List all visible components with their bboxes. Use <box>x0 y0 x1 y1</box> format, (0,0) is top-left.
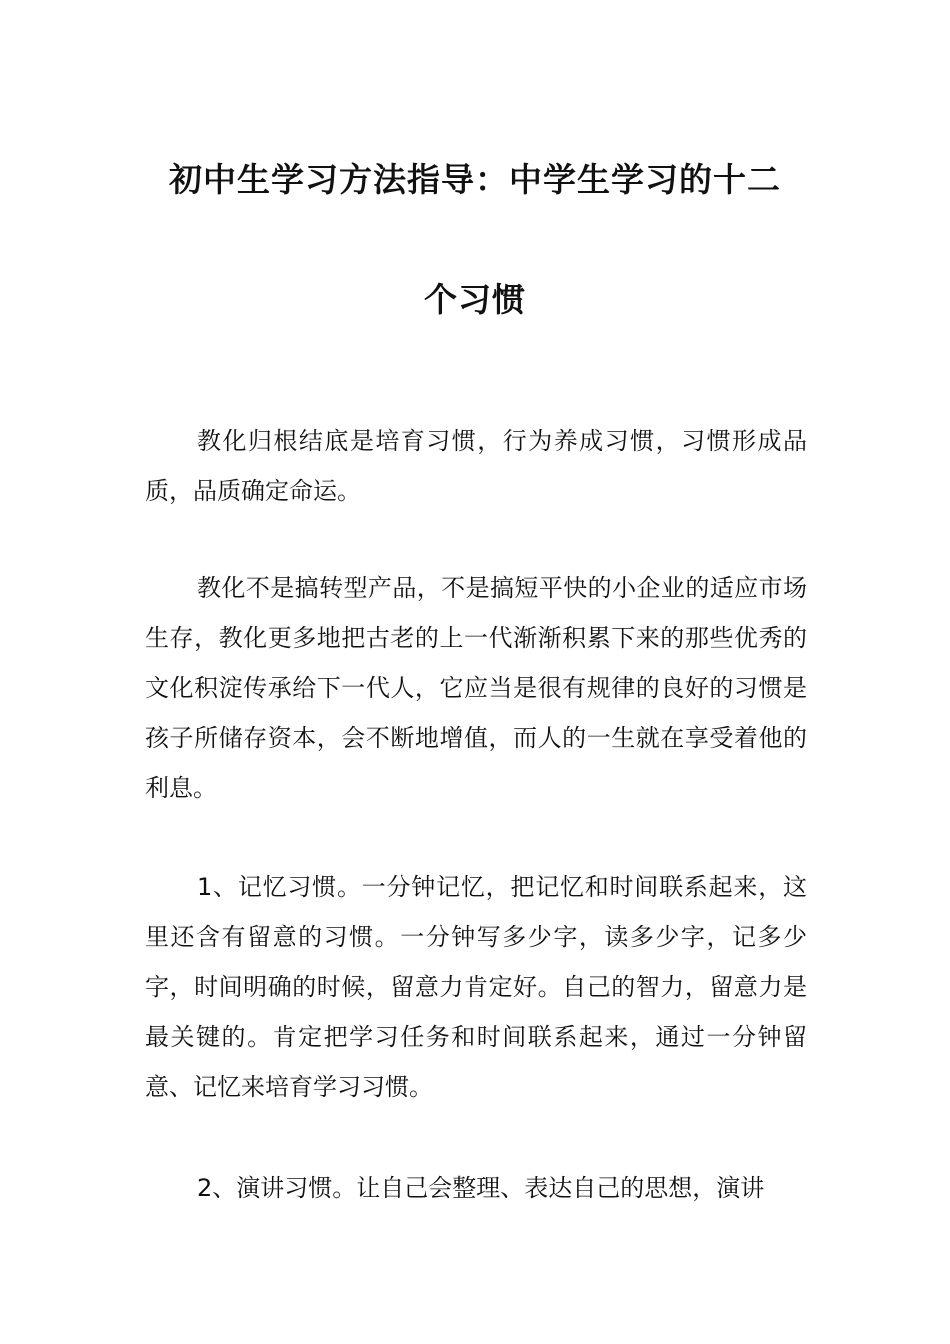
paragraph-education: 教化不是搞转型产品，不是搞短平快的小企业的适应市场生存，教化更多地把古老的上一代渐渐积累下来的那些优秀的文化积淀传承给下一代人，它应当是很有规律的良好的习惯是孩子所储存资本，会不断地增值，而人的一生就在享受着他的利息。 <box>145 574 807 802</box>
paragraph-habit-memory: 1、记忆习惯。一分钟记忆，把记忆和时间联系起来，这里还含有留意的习惯。一分钟写多少字，读多少字，记多少字，时间明确的时候，留意力肯定好。自己的智力，留意力是最关键的。肯定把学习任务和时间联系起来，通过一分钟留意、记忆来培育学习习惯。 <box>145 873 807 1101</box>
paragraph-intro: 教化归根结底是培育习惯，行为养成习惯，习惯形成品质，品质确定命运。 <box>145 427 807 505</box>
paragraph-habit-speech: 2、演讲习惯。让自己会整理、表达自己的思想，演讲 <box>197 1174 765 1202</box>
document-title-line-2: 个习惯 <box>424 280 526 319</box>
document-title-line-1: 初中生学习方法指导：中学生学习的十二 <box>169 160 781 199</box>
